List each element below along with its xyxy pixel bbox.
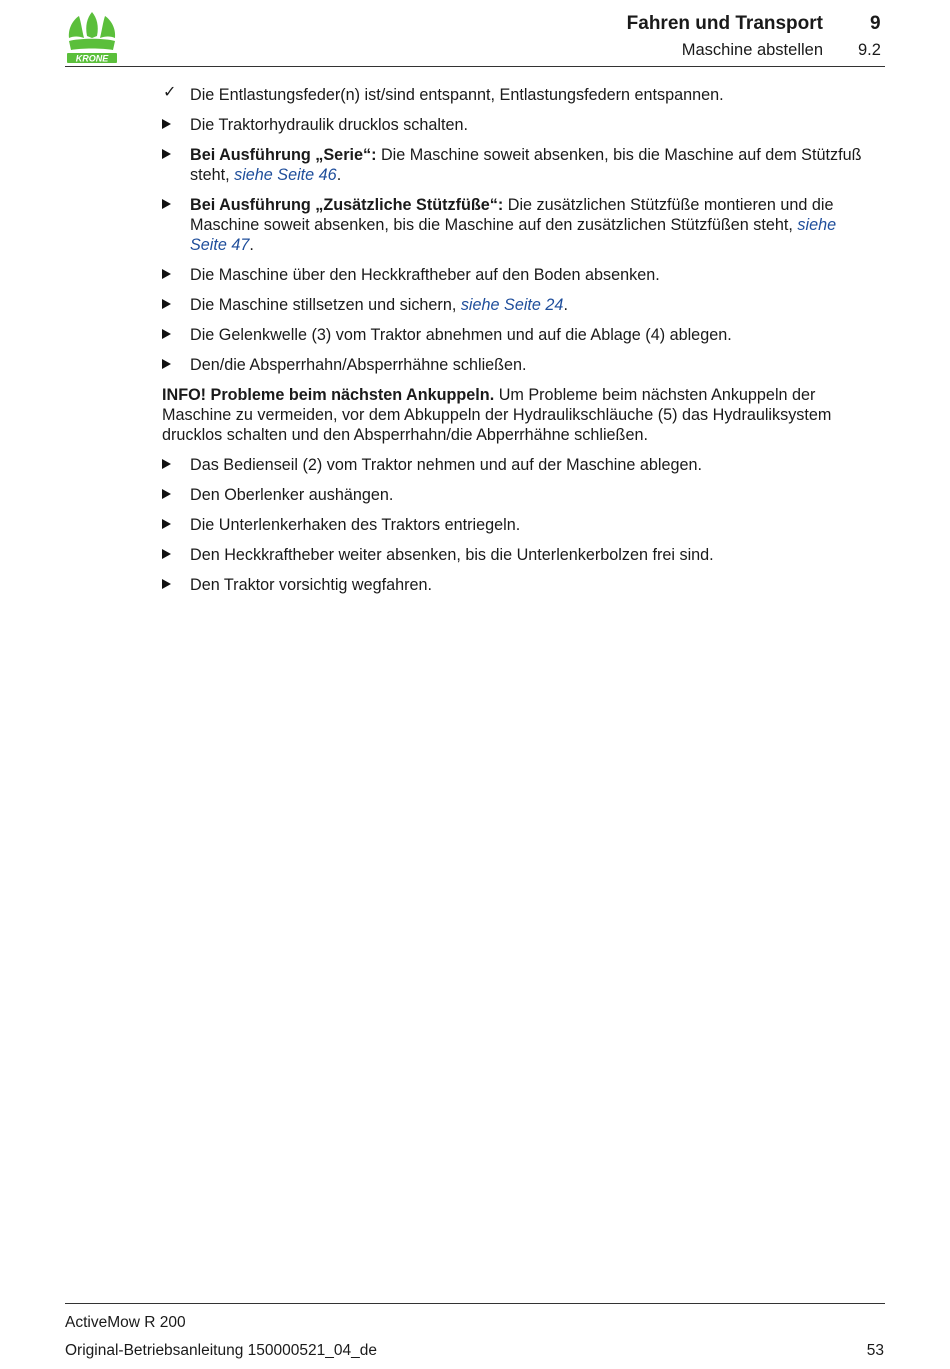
footer-divider <box>65 1303 885 1304</box>
arrow-icon <box>162 459 191 469</box>
list-item: Die Maschine stillsetzen und sichern, siehe Seite 24. <box>162 295 874 315</box>
item-text: Die zusätzlichen Stützfüße montieren und die Maschine soweit absenken, bis die Maschine auf den zusätzlichen Stützfüßen steht, <box>190 196 834 234</box>
item-text: Die Entlastungsfeder(n) ist/sind entspannt, Entlastungsfedern entspannen. <box>190 86 724 104</box>
section-title: Maschine abstellen <box>681 41 823 59</box>
item-text: Die Maschine soweit absenken, bis die Maschine auf dem Stützfuß steht, <box>190 146 862 184</box>
item-text: Den/die Absperrhahn/Absperrhähne schließen. <box>190 356 527 374</box>
item-text: Die Unterlenkerhaken des Traktors entriegeln. <box>190 516 521 534</box>
chapter-number: 9 <box>870 13 881 34</box>
section-number: 9.2 <box>858 41 881 59</box>
arrow-icon <box>162 489 191 499</box>
item-text: Das Bedienseil (2) vom Traktor nehmen und auf der Maschine ablegen. <box>190 456 702 474</box>
logo-text: KRONE <box>75 53 109 64</box>
info-label: INFO! Probleme beim nächsten Ankuppeln. <box>162 386 495 404</box>
item-bold-label: Bei Ausführung „Zusätzliche Stützfüße“: <box>190 196 504 214</box>
arrow-icon <box>162 119 191 129</box>
item-text: Den Traktor vorsichtig wegfahren. <box>190 576 433 594</box>
page-number: 53 <box>866 1342 884 1359</box>
info-note <box>162 385 874 445</box>
list-item: Bei Ausführung „Serie“: Die Maschine soweit absenken, bis die Maschine auf dem Stützfuß steht, siehe Seite 46. <box>162 145 874 185</box>
arrow-icon <box>162 519 191 529</box>
krone-logo <box>65 8 119 64</box>
arrow-icon <box>162 579 191 589</box>
item-text: Die Maschine stillsetzen und sichern, <box>190 296 461 314</box>
list-item <box>162 455 874 475</box>
item-text: Die Maschine über den Heckkraftheber auf den Boden absenken. <box>190 266 660 284</box>
arrow-icon <box>162 549 191 559</box>
arrow-icon <box>162 299 191 309</box>
footer-document: Original-Betriebsanleitung 150000521_04_de <box>65 1342 377 1359</box>
footer-model: ActiveMow R 200 <box>65 1314 186 1331</box>
check-icon: ✓ <box>163 84 177 101</box>
item-text: Die Traktorhydraulik drucklos schalten. <box>190 116 469 134</box>
page-link[interactable]: siehe Seite 47 <box>190 216 837 254</box>
item-text: Die Gelenkwelle (3) vom Traktor abnehmen und auf die Ablage (4) ablegen. <box>190 326 732 344</box>
item-text: Den Oberlenker aushängen. <box>190 486 394 504</box>
arrow-icon <box>162 199 191 209</box>
list-item <box>162 575 874 595</box>
arrow-icon <box>162 149 191 159</box>
list-item <box>162 485 874 505</box>
item-bold-label: Bei Ausführung „Serie“: <box>190 146 377 164</box>
page-link[interactable]: siehe Seite 24 <box>460 296 564 314</box>
list-item <box>162 515 874 535</box>
arrow-icon <box>162 359 191 369</box>
info-text: Um Probleme beim nächsten Ankuppeln der Maschine zu vermeiden, vor dem Abkuppeln der Hydraulikschläuche (5) das Hydrauliksystem drucklos schalten und den Absperrhahn/die Abperrhähne schließen. <box>162 386 832 444</box>
arrow-icon <box>162 329 191 339</box>
list-item <box>162 85 874 105</box>
list-item <box>162 355 874 375</box>
list-item <box>162 115 874 135</box>
chapter-title: Fahren und Transport <box>626 13 823 34</box>
instruction-content <box>162 85 874 605</box>
header-divider <box>65 66 885 67</box>
list-item: Bei Ausführung „Zusätzliche Stützfüße“: Die zusätzlichen Stützfüße montieren und die Maschine soweit absenken, bis die Maschine auf den zusätzlichen Stützfüßen steht, siehe Seite 47. <box>162 195 874 255</box>
item-text: Den Heckkraftheber weiter absenken, bis die Unterlenkerbolzen frei sind. <box>190 546 714 564</box>
list-item <box>162 265 874 285</box>
arrow-icon <box>162 269 191 279</box>
page-link[interactable]: siehe Seite 46 <box>234 166 337 184</box>
list-item <box>162 545 874 565</box>
list-item <box>162 325 874 345</box>
